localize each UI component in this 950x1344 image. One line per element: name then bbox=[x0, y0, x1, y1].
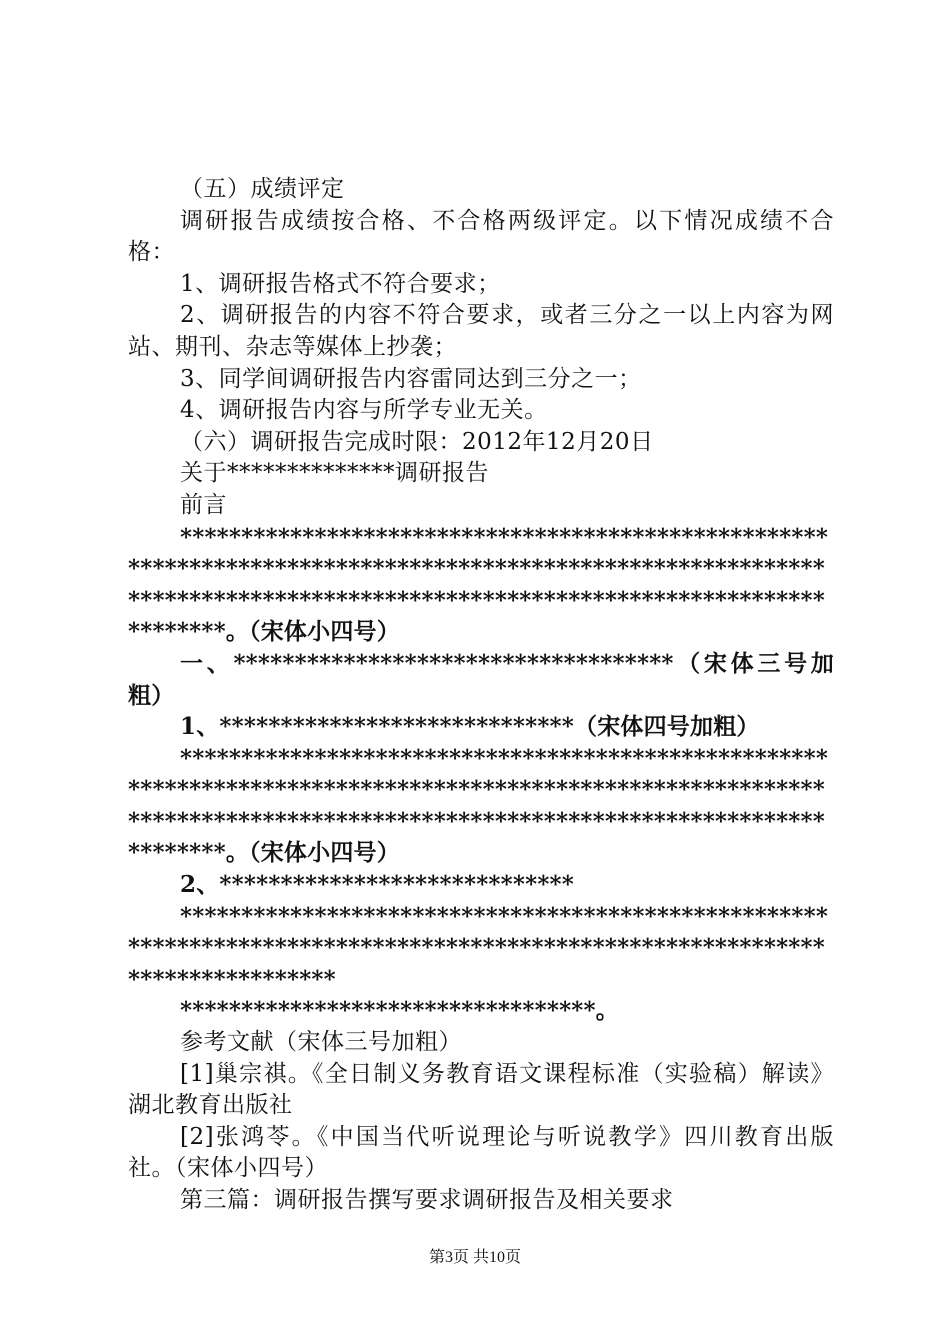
grading-intro: 调研报告成绩按合格、不合格两级评定。以下情况成绩不合格： bbox=[128, 207, 834, 266]
subsection-body-2-end: **********************************。 bbox=[180, 997, 619, 1025]
references-heading: 参考文献（宋体三号加粗） bbox=[180, 1029, 462, 1056]
document-body bbox=[128, 174, 834, 1217]
subsection-heading-2: 2、***************************** bbox=[180, 871, 575, 899]
subsection-body-1: *******************************************************************************************************************************************************************************。（宋体小四号） bbox=[128, 744, 829, 867]
subsection-body-2: ******************************************************************************************************************************* bbox=[128, 902, 829, 993]
grading-item-4: 4、调研报告内容与所学专业无关。 bbox=[180, 397, 548, 424]
preface-heading: 前言 bbox=[180, 491, 227, 518]
subsection-heading-1: 1、*****************************（宋体四号加粗） bbox=[180, 713, 760, 741]
part-three-heading: 第三篇：调研报告撰写要求调研报告及相关要求 bbox=[180, 1187, 674, 1213]
grading-item-1: 1、调研报告格式不符合要求； bbox=[180, 270, 501, 297]
preface-body: *******************************************************************************************************************************************************************************。（宋体小四号） bbox=[128, 523, 829, 646]
reference-1: [1]巢宗祺。《全日制义务教育语文课程标准（实验稿）解读》湖北教育出版社 bbox=[128, 1060, 834, 1119]
report-title: 关于**************调研报告 bbox=[180, 460, 489, 487]
section-heading-grading: （五）成绩评定 bbox=[180, 176, 345, 202]
grading-item-2: 2、调研报告的内容不符合要求，或者三分之一以上内容为网站、期刊、杂志等媒体上抄袭； bbox=[128, 302, 834, 360]
page-footer: 第3页 共10页 bbox=[428, 1249, 521, 1266]
grading-item-3: 3、同学间调研报告内容雷同达到三分之一； bbox=[180, 365, 642, 392]
chapter-heading-1: 一、************************************（宋体三号加粗） bbox=[128, 649, 834, 709]
reference-2: [2]张鸿苓。《中国当代听说理论与听说教学》四川教育出版社。（宋体小四号） bbox=[128, 1123, 834, 1182]
section-heading-deadline: （六）调研报告完成时限：2012年12月20日 bbox=[180, 428, 654, 455]
